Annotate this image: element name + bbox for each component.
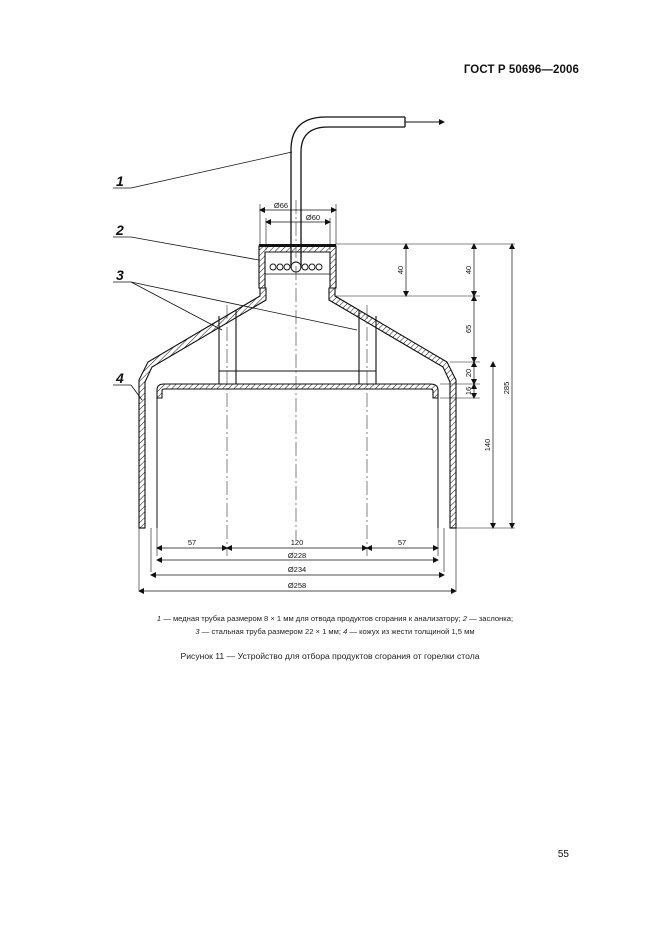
standard-number: ГОСТ Р 50696—2006 <box>463 64 579 76</box>
figure-caption: Рисунок 11 — Устройство для отбора продуктов сгорания от горелки стола <box>180 651 480 661</box>
figure-legend <box>100 612 570 638</box>
callout-1: 1 <box>116 173 124 189</box>
dim-d60: Ø60 <box>305 213 321 222</box>
dim-d66: Ø66 <box>273 201 289 210</box>
legend-num-4: 4 <box>343 627 348 636</box>
dim-65: 65 <box>464 324 473 334</box>
legend-line-2 <box>100 625 570 638</box>
legend-text-2: — заслонка; <box>467 614 514 623</box>
inner-plate <box>157 384 438 528</box>
dim-d228: Ø228 <box>287 551 307 560</box>
casing-shell <box>139 288 456 528</box>
dim-57-left: 57 <box>187 538 197 547</box>
legend-num-3: 3 <box>195 627 200 636</box>
dim-20: 20 <box>464 368 473 378</box>
legend-text-3: — стальная труба размером 22 × 1 мм; <box>199 627 344 636</box>
steel-tubes <box>219 310 376 384</box>
page-number: 55 <box>557 849 569 860</box>
legend-num-2: 2 <box>462 614 467 623</box>
dim-40-right: 40 <box>464 265 473 275</box>
dim-285: 285 <box>502 381 511 395</box>
legend-line-1 <box>100 612 570 625</box>
dim-140: 140 <box>483 438 492 452</box>
callout-4: 4 <box>116 370 124 386</box>
legend-text-1: — медная трубка размером 8 × 1 мм для отвода продуктов сгорания к анализатору; <box>161 614 463 623</box>
dim-57-right: 57 <box>397 538 407 547</box>
dim-16: 16 <box>464 386 473 396</box>
legend-num-1: 1 <box>156 614 162 623</box>
dim-120: 120 <box>290 538 304 547</box>
axis-lines <box>227 200 367 556</box>
extension-lines <box>139 204 515 590</box>
dim-d234: Ø234 <box>287 565 307 574</box>
legend-text-4: — кожух из жести толщиной 1,5 мм <box>347 627 475 636</box>
callout-2: 2 <box>116 222 124 238</box>
dimension-labels <box>188 201 511 590</box>
callout-3: 3 <box>116 267 124 283</box>
dim-40-left: 40 <box>396 265 405 275</box>
damper-cap <box>259 244 336 288</box>
dim-d258: Ø258 <box>287 581 307 590</box>
